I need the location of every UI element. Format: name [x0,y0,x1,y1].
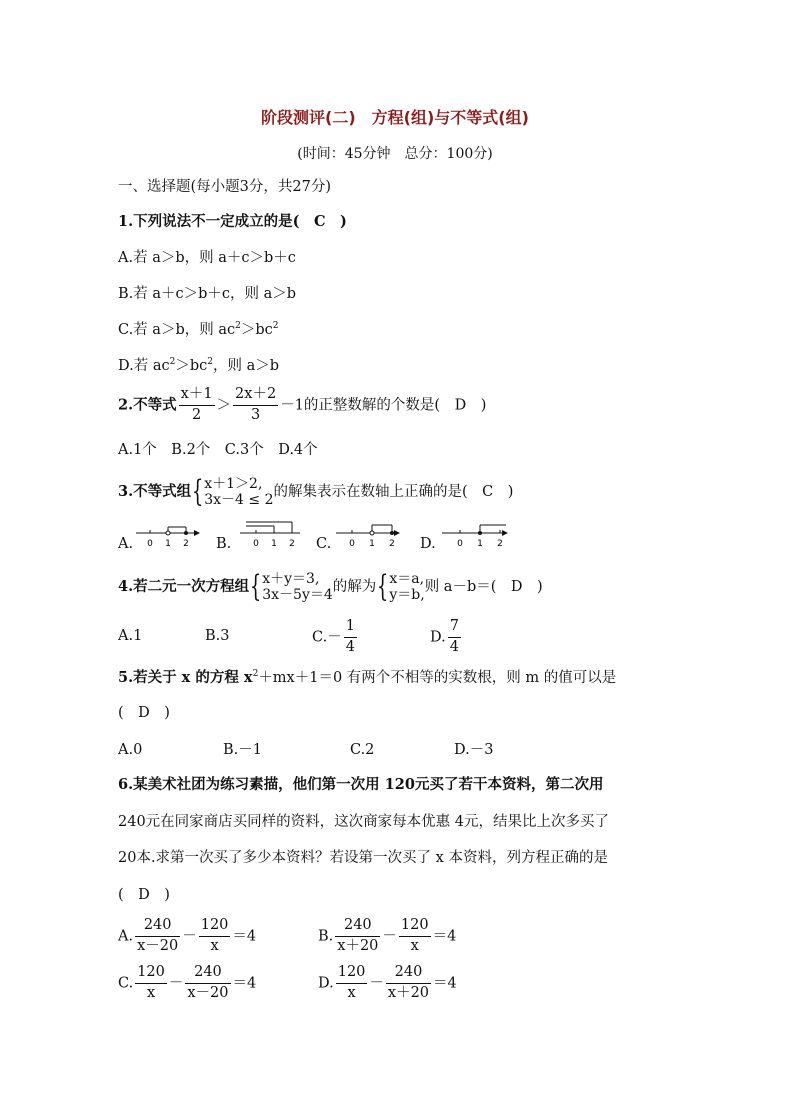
q4-stem: 4.若二元一次方程组{x＋y＝3, 3x－5y＝4的解为{x＝a, y＝b,则 a－b＝( D ) [118,569,543,605]
svg-text:2: 2 [389,539,395,549]
q6-answer: ( D ) [118,887,170,903]
q5-option-a: A.0 [118,742,143,758]
svg-text:2: 2 [183,539,189,549]
svg-text:0: 0 [147,539,153,549]
q1-option-d: D.若 $ac^2>bc^2$，则 a＞b [118,357,280,374]
svg-text:0: 0 [457,539,463,549]
q2-stem: 2.不等式 $\frac{x+1}{2}$ ＞ $\frac{2x+2}{3}$ －1的正整数解的个数是( D ) [118,386,487,423]
q6-option-c: C. $\frac{120}{x}$ － $\frac{240}{x-20}$ ＝4 [118,964,257,1001]
q4-option-d: D. $\frac{7}{4}$ [430,618,459,655]
svg-text:1: 1 [369,539,375,549]
q3-option-d-label: D. [420,536,436,552]
svg-text:2: 2 [497,539,503,549]
q1-option-c: C.若 a＞b，则 $ac^2>bc^2$ [118,321,279,338]
q6-option-b: B. $\frac{240}{x+20}$ － $\frac{120}{x}$ ＝4 [318,917,457,954]
q5-option-d: D.－3 [454,742,494,758]
q1-stem: 1.下列说法不一定成立的是( C ) [118,213,347,230]
q1-option-a: A.若 a＞b，则 a＋c＞b＋c [118,250,296,266]
q3-option-b-label: B. [216,536,232,552]
q4-option-b: B.3 [205,628,230,644]
q3-stem: 3.不等式组{x＋1＞2, 3x－4 ≤ 2的解集表示在数轴上正确的是( C ) [118,474,514,510]
svg-text:1: 1 [165,539,171,549]
q6-option-a: A. $\frac{240}{x-20}$ － $\frac{120}{x}$ ＝4 [118,917,257,954]
q4-option-c: C.－ $\frac{1}{4}$ [312,618,355,655]
q6-option-d: D. $\frac{120}{x}$ － $\frac{240}{x+20}$ ＝4 [318,964,457,1001]
svg-text:1: 1 [271,539,277,549]
q2-options: A.1个 B.2个 C.3个 D.4个 [118,442,318,458]
number-line-d [440,521,512,549]
svg-text:2: 2 [289,539,295,549]
number-line-a [134,523,204,549]
q1-option-b: B.若 a＋c＞b＋c，则 a＞b [118,286,297,302]
q4-option-a: A.1 [118,628,143,644]
q5-option-c: C.2 [350,742,375,758]
number-line-c [334,521,406,549]
exam-meta: (时间：45分钟 总分：100分) [297,146,493,162]
number-line-b [238,518,304,549]
svg-text:0: 0 [253,539,259,549]
page-title: 阶段测评(二) 方程(组)与不等式(组) [261,108,529,127]
q3-option-c-label: C. [316,536,332,552]
q6-stem-line1: 6.某美术社团为练习素描，他们第一次用 120元买了若干本资料，第二次用 [118,776,604,793]
q5-answer: ( D ) [118,705,170,721]
q3-option-a-label: A. [118,536,134,552]
q6-stem-line2: 240元在同家商店买同样的资料，这次商家每本优惠 4元，结果比上次多买了 [118,814,610,830]
q5-stem: 5.若关于 x 的方程 $x^2+mx+1=0$ 有两个不相等的实数根，则 m 的值可以是 [118,668,617,686]
svg-text:0: 0 [349,539,355,549]
q5-option-b: B.－1 [223,742,262,758]
svg-text:1: 1 [477,539,483,549]
q6-stem-line3: 20本.求第一次买了多少本资料？若设第一次买了 x 本资料，列方程正确的是 [118,850,608,866]
section-heading: 一、选择题(每小题3分，共27分) [118,179,331,195]
